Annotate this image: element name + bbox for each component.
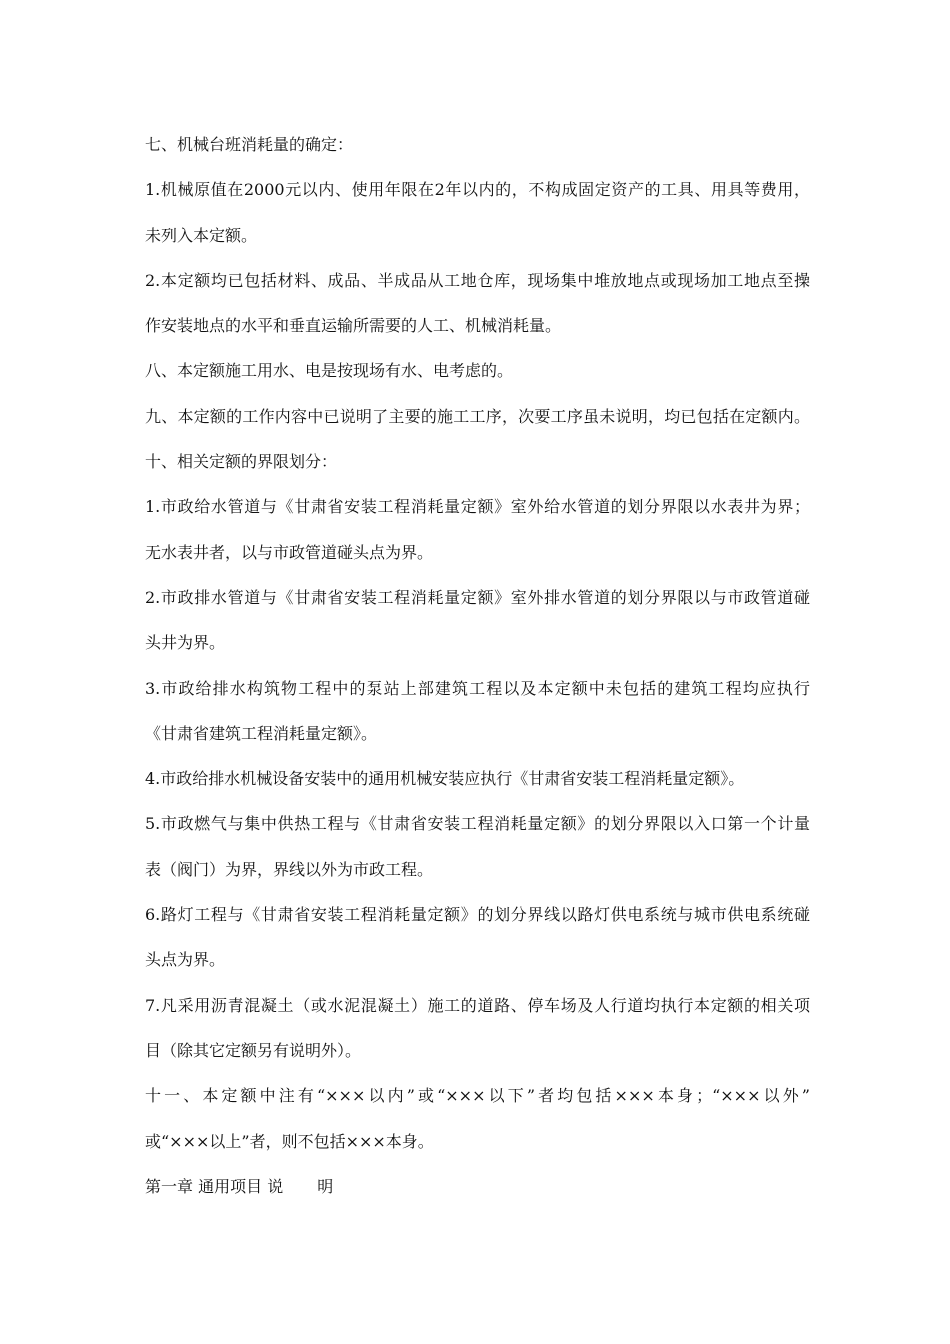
chapter-label-second: 明: [317, 1176, 334, 1196]
paragraph-line: 《甘肃省建筑工程消耗量定额》。: [145, 723, 378, 743]
paragraph-line: 无水表井者，以与市政管道碰头点为界。: [145, 542, 434, 562]
section-heading-work-content: 九、本定额的工作内容中已说明了主要的施工工序，次要工序虽未说明，均已包括在定额内。: [145, 406, 810, 426]
paragraph-line: 目（除其它定额另有说明外）。: [145, 1040, 362, 1060]
paragraph-line: 1.市政给水管道与《甘肃省安装工程消耗量定额》室外给水管道的划分界限以水表井为界；: [145, 497, 810, 517]
chapter-title: 通用项目: [198, 1176, 263, 1196]
paragraph-line: 1.机械原值在2000元以内、使用年限在2年以内的，不构成固定资产的工具、用具等费用，: [145, 180, 810, 200]
section-heading-machine-shift: 七、机械台班消耗量的确定：: [145, 135, 354, 154]
paragraph-line: 表（阀门）为界，界线以外为市政工程。: [145, 859, 434, 879]
paragraph-line: 6.路灯工程与《甘肃省安装工程消耗量定额》的划分界线以路灯供电系统与城市供电系统碰: [145, 905, 810, 925]
chapter-heading: [145, 1164, 810, 1209]
section-heading-boundary: 十、相关定额的界限划分：: [145, 452, 338, 472]
chapter-label-first: 说: [267, 1176, 284, 1196]
paragraph-line: 作安装地点的水平和垂直运输所需要的人工、机械消耗量。: [145, 316, 562, 336]
paragraph-line: 2.本定额均已包括材料、成品、半成品从工地仓库，现场集中堆放地点或现场加工地点至操: [145, 270, 810, 290]
paragraph-line: 4.市政给排水机械设备安装中的通用机械安装应执行《甘肃省安装工程消耗量定额》。: [145, 769, 745, 789]
section-heading-water-electricity: 八、本定额施工用水、电是按现场有水、电考虑的。: [145, 361, 514, 381]
section-heading-scope-notation: 十一、本定额中注有“×××以内”或“×××以下”者均包括×××本身；“×××以外”: [145, 1086, 810, 1106]
document-body: [145, 122, 810, 1209]
paragraph-line: 2.市政排水管道与《甘肃省安装工程消耗量定额》室外排水管道的划分界限以与市政管道碰: [145, 587, 810, 607]
paragraph-line: 7.凡采用沥青混凝土（或水泥混凝土）施工的道路、停车场及人行道均执行本定额的相关项: [145, 995, 810, 1015]
paragraph-line: 5.市政燃气与集中供热工程与《甘肃省安装工程消耗量定额》的划分界限以入口第一个计量: [145, 814, 810, 834]
paragraph-line: 或“×××以上”者，则不包括×××本身。: [145, 1131, 434, 1151]
chapter-number: 第一章: [145, 1176, 194, 1196]
paragraph-line: 头井为界。: [145, 633, 226, 653]
paragraph-line: 头点为界。: [145, 950, 226, 970]
paragraph-line: 3.市政给排水构筑物工程中的泵站上部建筑工程以及本定额中未包括的建筑工程均应执行: [145, 678, 810, 698]
paragraph-line: 未列入本定额。: [145, 225, 258, 245]
